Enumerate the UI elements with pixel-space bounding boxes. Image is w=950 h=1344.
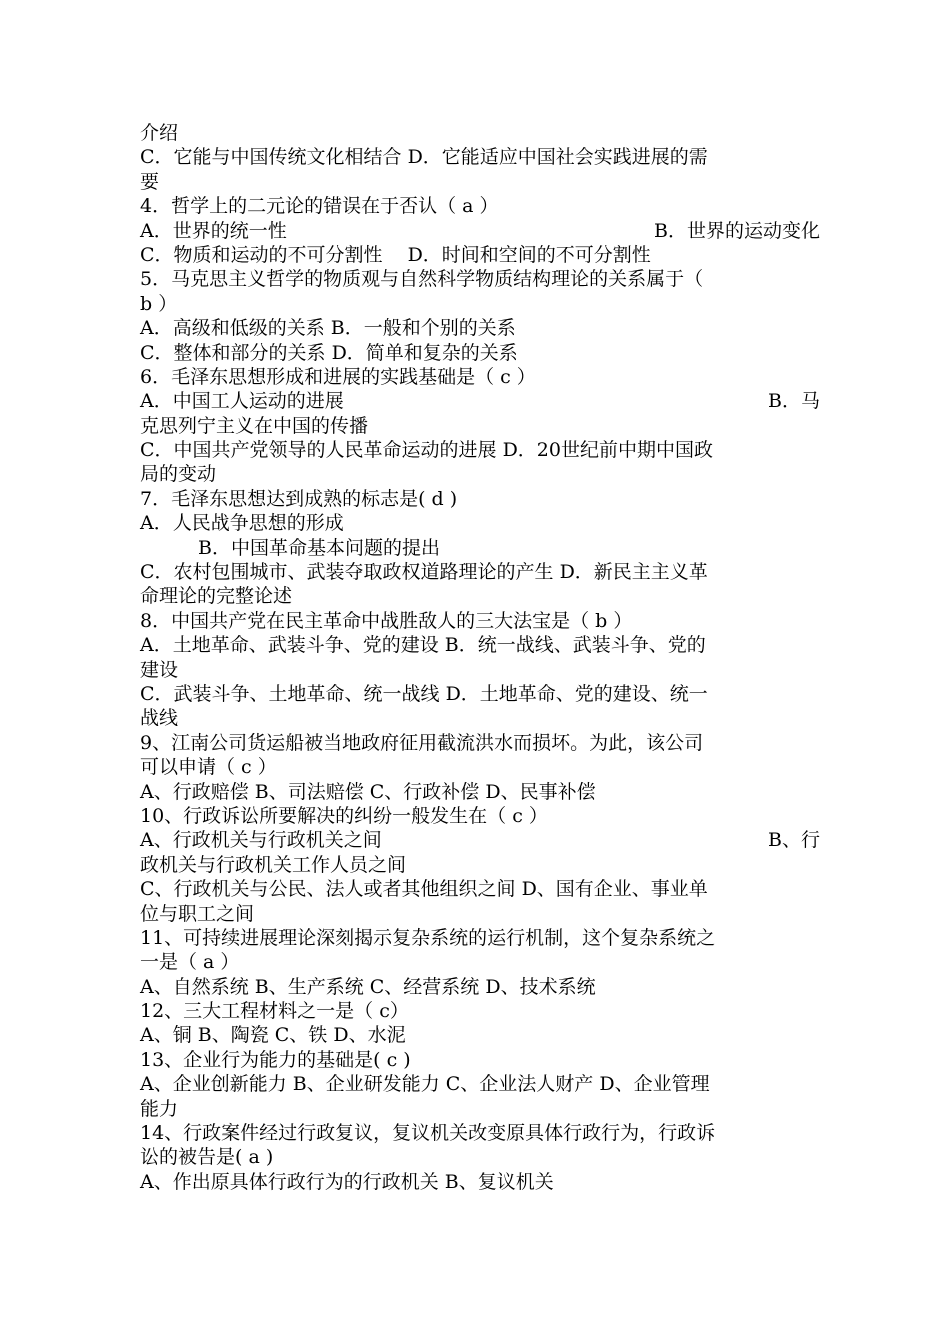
text-line — [140, 389, 820, 413]
text-line: 12、三大工程材料之一是（ c） — [140, 1000, 409, 1023]
text-line: C．整体和部分的关系 D．简单和复杂的关系 — [140, 341, 518, 364]
text-line — [140, 219, 820, 243]
text-line: 10、行政诉讼所要解决的纠纷一般发生在（ c ） — [140, 804, 548, 827]
text-line: 建设 — [140, 658, 179, 681]
text-line: C．它能与中国传统文化相结合 D．它能适应中国社会实践进展的需 — [140, 146, 708, 169]
text-line — [140, 828, 820, 852]
text-line: b ） — [140, 292, 178, 315]
text-line: A．土地革命、武装斗争、党的建设 B．统一战线、武装斗争、党的 — [140, 634, 706, 657]
text-line: A、行政赔偿 B、司法赔偿 C、行政补偿 D、民事补偿 — [140, 780, 596, 803]
text-line: 讼的被告是( a ) — [140, 1146, 274, 1169]
text-line: 14、行政案件经过行政复议，复议机关改变原具体行政行为，行政诉 — [140, 1122, 716, 1145]
text-line-left: A．世界的统一性 — [140, 219, 287, 242]
text-line: A、企业创新能力 B、企业研发能力 C、企业法人财产 D、企业管理 — [140, 1073, 710, 1096]
text-line: A、自然系统 B、生产系统 C、经营系统 D、技术系统 — [140, 975, 596, 998]
text-line: A．高级和低级的关系 B．一般和个别的关系 — [140, 317, 516, 340]
text-line: 8．中国共产党在民主革命中战胜敌人的三大法宝是（ b ） — [140, 609, 633, 632]
text-line-left: A、行政机关与行政机关之间 — [140, 829, 382, 852]
text-line-right: B．世界的运动变化 — [654, 219, 820, 242]
text-line: 克思列宁主义在中国的传播 — [140, 414, 369, 437]
text-line: C、行政机关与公民、法人或者其他组织之间 D、国有企业、事业单 — [140, 878, 708, 901]
text-line-right: B．马 — [768, 390, 820, 413]
text-line: 局的变动 — [140, 463, 217, 486]
text-line: 9、江南公司货运船被当地政府征用截流洪水而损坏。为此，该公司 — [140, 731, 704, 754]
text-line: 位与职工之间 — [140, 902, 255, 925]
text-line: 介绍 — [140, 122, 179, 144]
text-line: 11、可持续进展理论深刻揭示复杂系统的运行机制，这个复杂系统之 — [140, 926, 716, 949]
document-page — [140, 121, 820, 1194]
text-line: 4．哲学上的二元论的错误在于否认（ a ） — [140, 195, 499, 218]
text-line: 能力 — [140, 1097, 179, 1120]
text-line: 5．马克思主义哲学的物质观与自然科学物质结构理论的关系属于（ — [140, 268, 704, 291]
text-line: C．农村包围城市、武装夺取政权道路理论的产生 D．新民主主义革 — [140, 561, 708, 584]
text-line: A．人民战争思想的形成 — [140, 512, 344, 535]
text-line: A、作出原具体行政行为的行政机关 B、复议机关 — [140, 1170, 554, 1193]
text-line: 战线 — [140, 707, 179, 730]
text-line-right: B、行 — [768, 829, 820, 852]
text-line: 可以申请（ c ） — [140, 756, 277, 779]
text-line-left: A．中国工人运动的进展 — [140, 390, 344, 413]
text-line: 13、企业行为能力的基础是( c ) — [140, 1048, 411, 1071]
text-line: A、铜 B、陶瓷 C、铁 D、水泥 — [140, 1024, 406, 1047]
text-line: 要 — [140, 170, 160, 193]
text-line: 政机关与行政机关工作人员之间 — [140, 853, 407, 876]
text-line: C．武装斗争、土地革命、统一战线 D．土地革命、党的建设、统一 — [140, 682, 708, 705]
text-line: B．中国革命基本问题的提出 — [198, 536, 440, 559]
text-line: 6．毛泽东思想形成和进展的实践基础是（ c ） — [140, 365, 536, 388]
text-line: C．中国共产党领导的人民革命运动的进展 D．20世纪前中期中国政 — [140, 439, 713, 462]
text-line: 一是（ a ） — [140, 951, 240, 974]
text-line: C．物质和运动的不可分割性 D．时间和空间的不可分割性 — [140, 243, 651, 266]
text-line: 7．毛泽东思想达到成熟的标志是( d ) — [140, 487, 458, 510]
text-line: 命理论的完整论述 — [140, 585, 293, 608]
